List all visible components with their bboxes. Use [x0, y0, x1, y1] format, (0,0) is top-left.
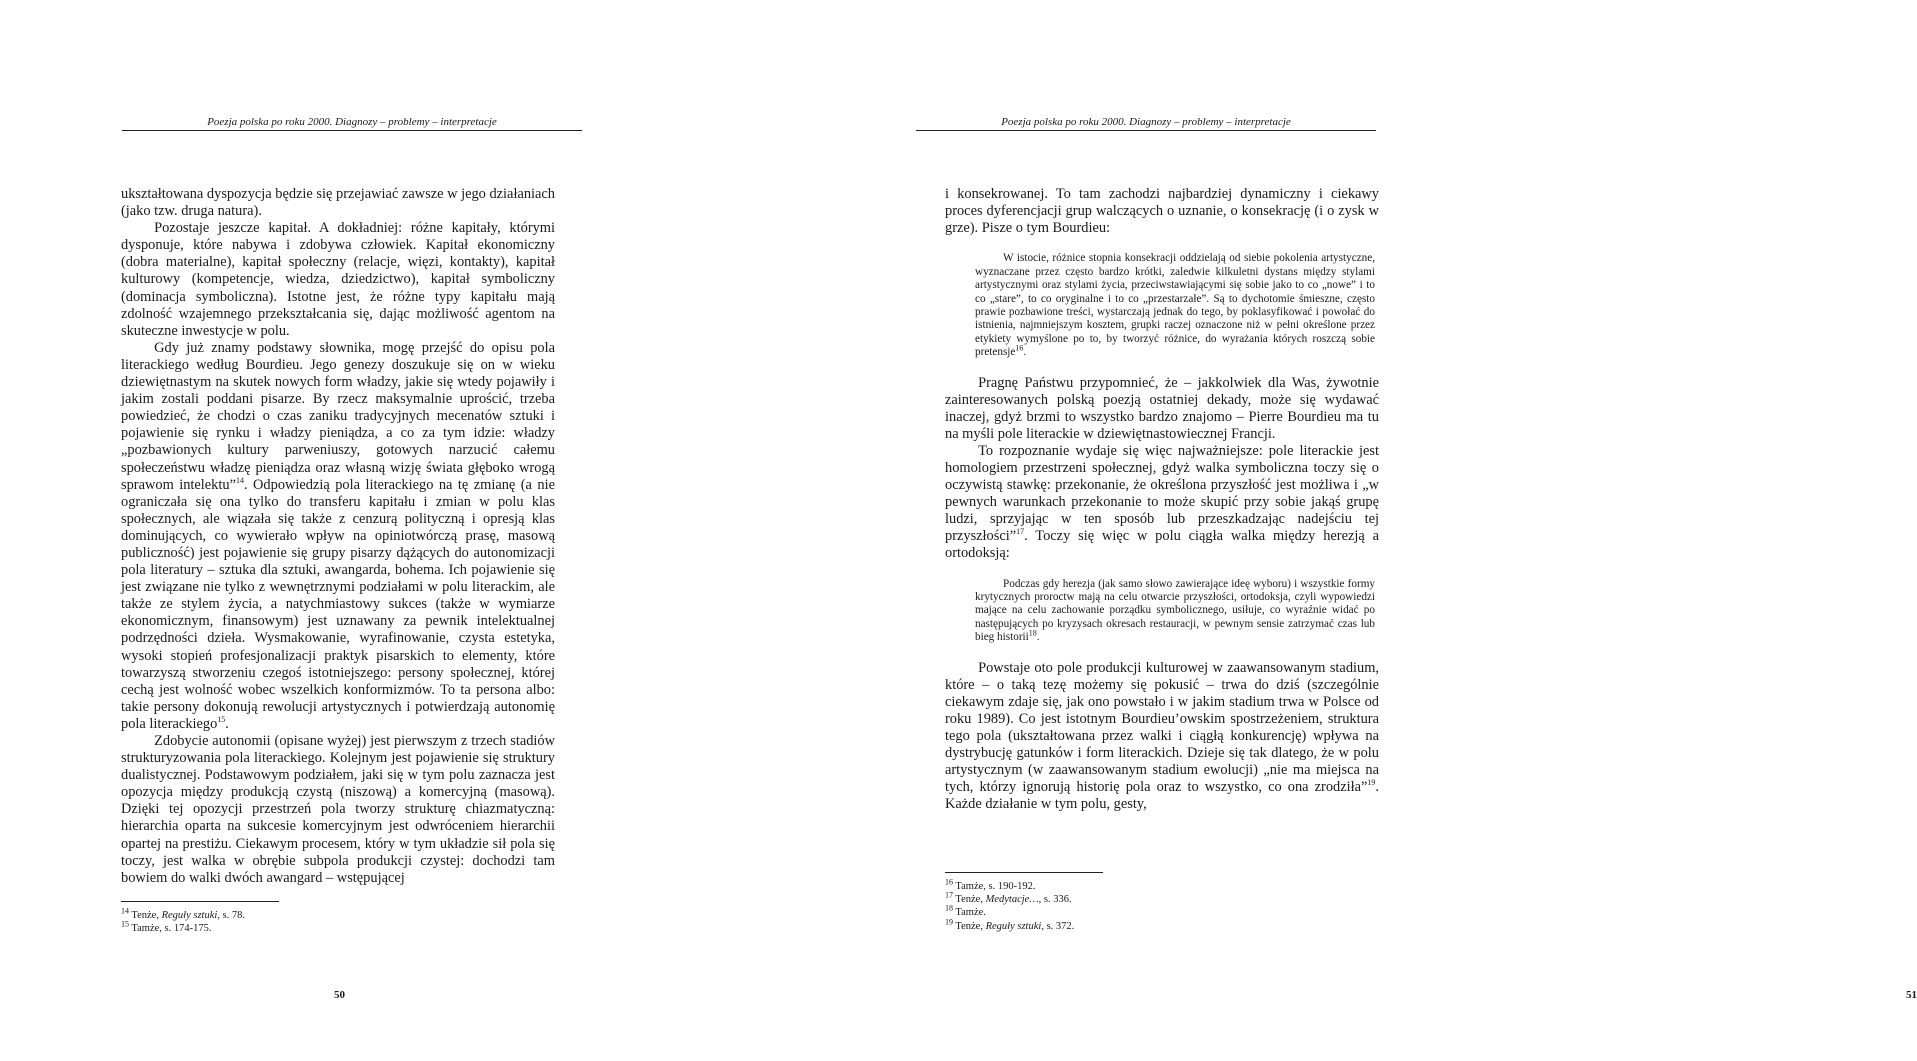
footnote-text: Tenże,: [953, 894, 986, 906]
footnote-text: , s. 372.: [1041, 920, 1075, 932]
paragraph: Pozostaje jeszcze kapitał. A dokładniej: różne kapitały, którymi dysponuje, które nabywa i zdobywa człowiek. Kapitał ekonomiczny (dobra materialne), kapitał społeczny (relacje, więzi, kontakty), kapitał kulturowy (kompetencje, wiedza, dziedzictwo), kapitał symboliczny (dominacja symboliczna). Istotne jest, że różne typy kapitału mają zdolność wzajemnego przekształcania się, dając możliwość agentom na skuteczne inwestycje w polu.: [121, 220, 555, 339]
footnote-text: , s. 336.: [1038, 894, 1072, 906]
left-page: [0, 0, 750, 1061]
footnote-ref: 19: [1367, 778, 1376, 788]
footnote-ref: 15: [217, 715, 226, 725]
paragraph-text: To rozpoznanie wydaje się więc najważniejsze: pole literackie jest homologiem przestrzeni społecznej, gdyż walka symboliczna toczy się o oczywistą stawkę: przekonanie, że określona przyszłość jest możliwa i „w pewnych warunkach przekonanie to może skupić przy sobie jakąś grupę ludzi, sprzyjając w ten sposób lub przeszkadzając nadejściu tej przyszłości”: [945, 442, 1379, 545]
footnote: [945, 890, 1074, 906]
paragraph: [945, 443, 1379, 563]
paragraph-text: . Odpowiedzią pola literackiego na tę zmianę (a nie ograniczała się ona tylko do transferu kapitału i zmian w polu klas społecznych, ale wiązała się także z cenzurą polityczną i opresją klas dominujących, co wywierało wpływ na opiniotwórczą prasę, masową publiczność) jest pojawienie się grupy pisarzy dążących do autonomizacji pola literatury – sztuka dla sztuki, awangarda, bohema. Ich pojawienie się jest związane nie tylko z wewnętrznymi podziałami w polu literackim, ale także ze stylem życia, a natychmiastowy sukces (także w wymiarze ekonomicznym, finansowym) jest uznawany za pewnik intelektualnej podrzędności dzieła. Wysmakowanie, wyrafinowanie, czysta estetyka, wysoki stopień profesjonalizacji praktyk pisarskich to elementy, które towarzyszą stworzeniu czegoś istotniejszego: persony społecznej, której cechą jest wolność wobec wszelkich konformizmów. To ta persona albo: takie persony dokonują rewolucji artystycznych i potwierdzają autonomię pola literackiego: [121, 476, 555, 732]
running-head: Poezja polska po roku 2000. Diagnozy – problemy – interpretacje: [122, 116, 582, 131]
footnote-text: Tamże.: [953, 907, 986, 919]
footnote-number: 17: [945, 890, 953, 900]
footnote-text: Tamże, s. 174-175.: [129, 923, 212, 935]
footnote-title: Reguły sztuki: [985, 920, 1042, 932]
paragraph: [945, 660, 1379, 814]
paragraph: ukształtowana dyspozycja będzie się przejawiać zawsze w jego działaniach (jako tzw. druga natura).: [121, 186, 555, 220]
body-text: [121, 186, 555, 887]
footnote-text: , s. 78.: [217, 910, 246, 921]
footnote-number: 15: [121, 919, 129, 929]
footnotes: [121, 906, 246, 935]
running-head: Poezja polska po roku 2000. Diagnozy – problemy – interpretacje: [916, 116, 1376, 131]
footnote-ref: 14: [235, 475, 244, 485]
footnotes: [945, 877, 1075, 933]
footnote: [121, 906, 246, 922]
footnote-title: Reguły sztuki: [161, 910, 218, 921]
paragraph-text: .: [225, 715, 229, 732]
footnote-separator: [121, 901, 279, 902]
footnote-text: Tenże,: [953, 920, 986, 932]
footnote-ref: 18: [1028, 628, 1037, 638]
paragraph: Pragnę Państwu przypomnieć, że – jakkolwiek dla Was, żywotnie zainteresowanych polską poezją ostatniej dekady, może się wydawać inaczej, gdyż brzmi to wszystko bardzo znajomo – Pierre Bourdieu ma tu na myśli pole literackie w dziewiętnastowiecznej Francji.: [945, 374, 1379, 442]
paragraph-text: Gdy już znamy podstawy słownika, mogę przejść do opisu pola literackiego według Bourdieu. Jego genezy doszukuje się on w wieku dziewiętnastym na skutek nowych form władzy, jakie się wtedy pojawiły i jakim zostali poddani pisarze. By rzecz maksymalnie uprościć, trzeba powiedzieć, że chodzi o czas zaniku tradycyjnych mecenatów sztuki i pojawienie się rynku i władzy pieniądza, a co za tym idzie: władzy „pozbawionych kultury parweniuszy, gotowych narzucić całemu społeczeństwu władzę pieniądza oraz własną wizję świata głęboko wrogą sprawom intelektu”: [121, 339, 555, 493]
page-number: 51: [1906, 989, 1917, 1001]
footnote-number: 14: [121, 906, 129, 916]
paragraph-text: . Toczy się więc w polu ciągła walka między herezją a ortodoksją:: [945, 528, 1379, 562]
footnote-separator: [945, 872, 1103, 873]
quote-text: .: [1023, 346, 1027, 359]
block-quote: [975, 578, 1375, 645]
footnote-number: 16: [945, 877, 953, 887]
footnote-text: Tenże,: [129, 910, 162, 921]
paragraph: [121, 340, 555, 733]
footnote: [945, 877, 1074, 893]
body-text: [945, 186, 1379, 813]
paragraph: i konsekrowanej. To tam zachodzi najbardziej dynamiczny i ciekawy proces dyferencjacji grup walczących o uznanie, o konsekrację (i o zysk w grze). Pisze o tym Bourdieu:: [945, 186, 1379, 237]
footnote-ref: 16: [1015, 343, 1024, 353]
right-page: [750, 0, 1917, 1061]
paragraph: Zdobycie autonomii (opisane wyżej) jest pierwszym z trzech stadiów strukturyzowania pola literackiego. Kolejnym jest pojawienie się struktury dualistycznej. Podstawowym podziałem, jaki się w tym polu zaznacza jest opozycja między produkcją czystą (niszową) a komercyjną (masową). Dzięki tej opozycji przestrzeń pola tworzy strukturę chiazmatyczną: hierarchia oparta na sukcesie komercyjnym jest odwróceniem hierarchii opartej na prestiżu. Ciekawym procesem, który w tym układzie sił pola się toczy, jest walka w obrębie subpola produkcji czystej: dochodzi tam bowiem do walki dwóch awangard – wstępującej: [121, 733, 555, 886]
footnote-text: Tamże, s. 190-192.: [953, 881, 1036, 892]
paragraph-text: Powstaje oto pole produkcji kulturowej w zaawansowanym stadium, które – o taką tezę możemy się pokusić – trwa do dziś (szczególnie ciekawym zdaje się, jak ono powstało i w jakim stadium trwa w Polsce od roku 1989). Co jest istotnym Bourdieu’owskim spostrzeżeniem, struktura tego pola (ukształtowana przez walki i ciągłą konkurencję) wpływa na dystrybucję gatunków i form literackich. Dzieje się tak dlatego, że w polu artystycznym (w zaawansowanym stadium ewolucji) „nie ma miejsca na tych, którzy ignorują historię pola oraz to wszystko, co ona zrodziła”: [945, 659, 1379, 796]
quote-text: .: [1036, 631, 1040, 644]
quote-text: W istocie, różnice stopnia konsekracji oddzielają od siebie pokolenia artystyczne, wyznaczane przez często bardzo krótki, zaledwie kilkuletni dystans między stylami artystycznymi oraz stylami życia, przeciwstawiającymi się sobie jako to co „nowe” i to co „stare”, to co oryginalne i to co „przestarzałe”. Są to dychotomie śmieszne, często prawie pozbawione treści, wystarczają jednak do tego, by poklasyfikować i powołać do istnienia, najmniejszym kosztem, grupki raczej oznaczone niż w pełni określone przez etykiety wymyślone po to, by tworzyć różnice, do wyrażania których roszczą sobie pretensje: [975, 252, 1375, 359]
footnote-number: 19: [945, 917, 953, 927]
footnote-ref: 17: [1016, 527, 1025, 537]
footnote: [945, 917, 1075, 933]
footnote-title: Medytacje…: [985, 894, 1039, 906]
quote-text: Podczas gdy herezja (jak samo słowo zawierające ideę wyboru) i wszystkie formy krytycznych proroctw mają na celu otwarcie przyszłości, ortodoksja, czyli wypowiedzi mające na celu zachowanie porządku symbolicznego, usiłuje, co wyraźnie widać po następujących po kryzysach okresach restauracji, w pewnym sensie zatrzymać czas lub bieg historii: [975, 577, 1375, 644]
paragraph-text: . Każde działanie w tym polu, gesty,: [945, 779, 1379, 813]
footnote: [121, 919, 245, 935]
footnote-number: 18: [945, 903, 953, 913]
footnote: [945, 903, 1074, 919]
page-number: 50: [334, 989, 345, 1001]
block-quote: [975, 252, 1375, 359]
